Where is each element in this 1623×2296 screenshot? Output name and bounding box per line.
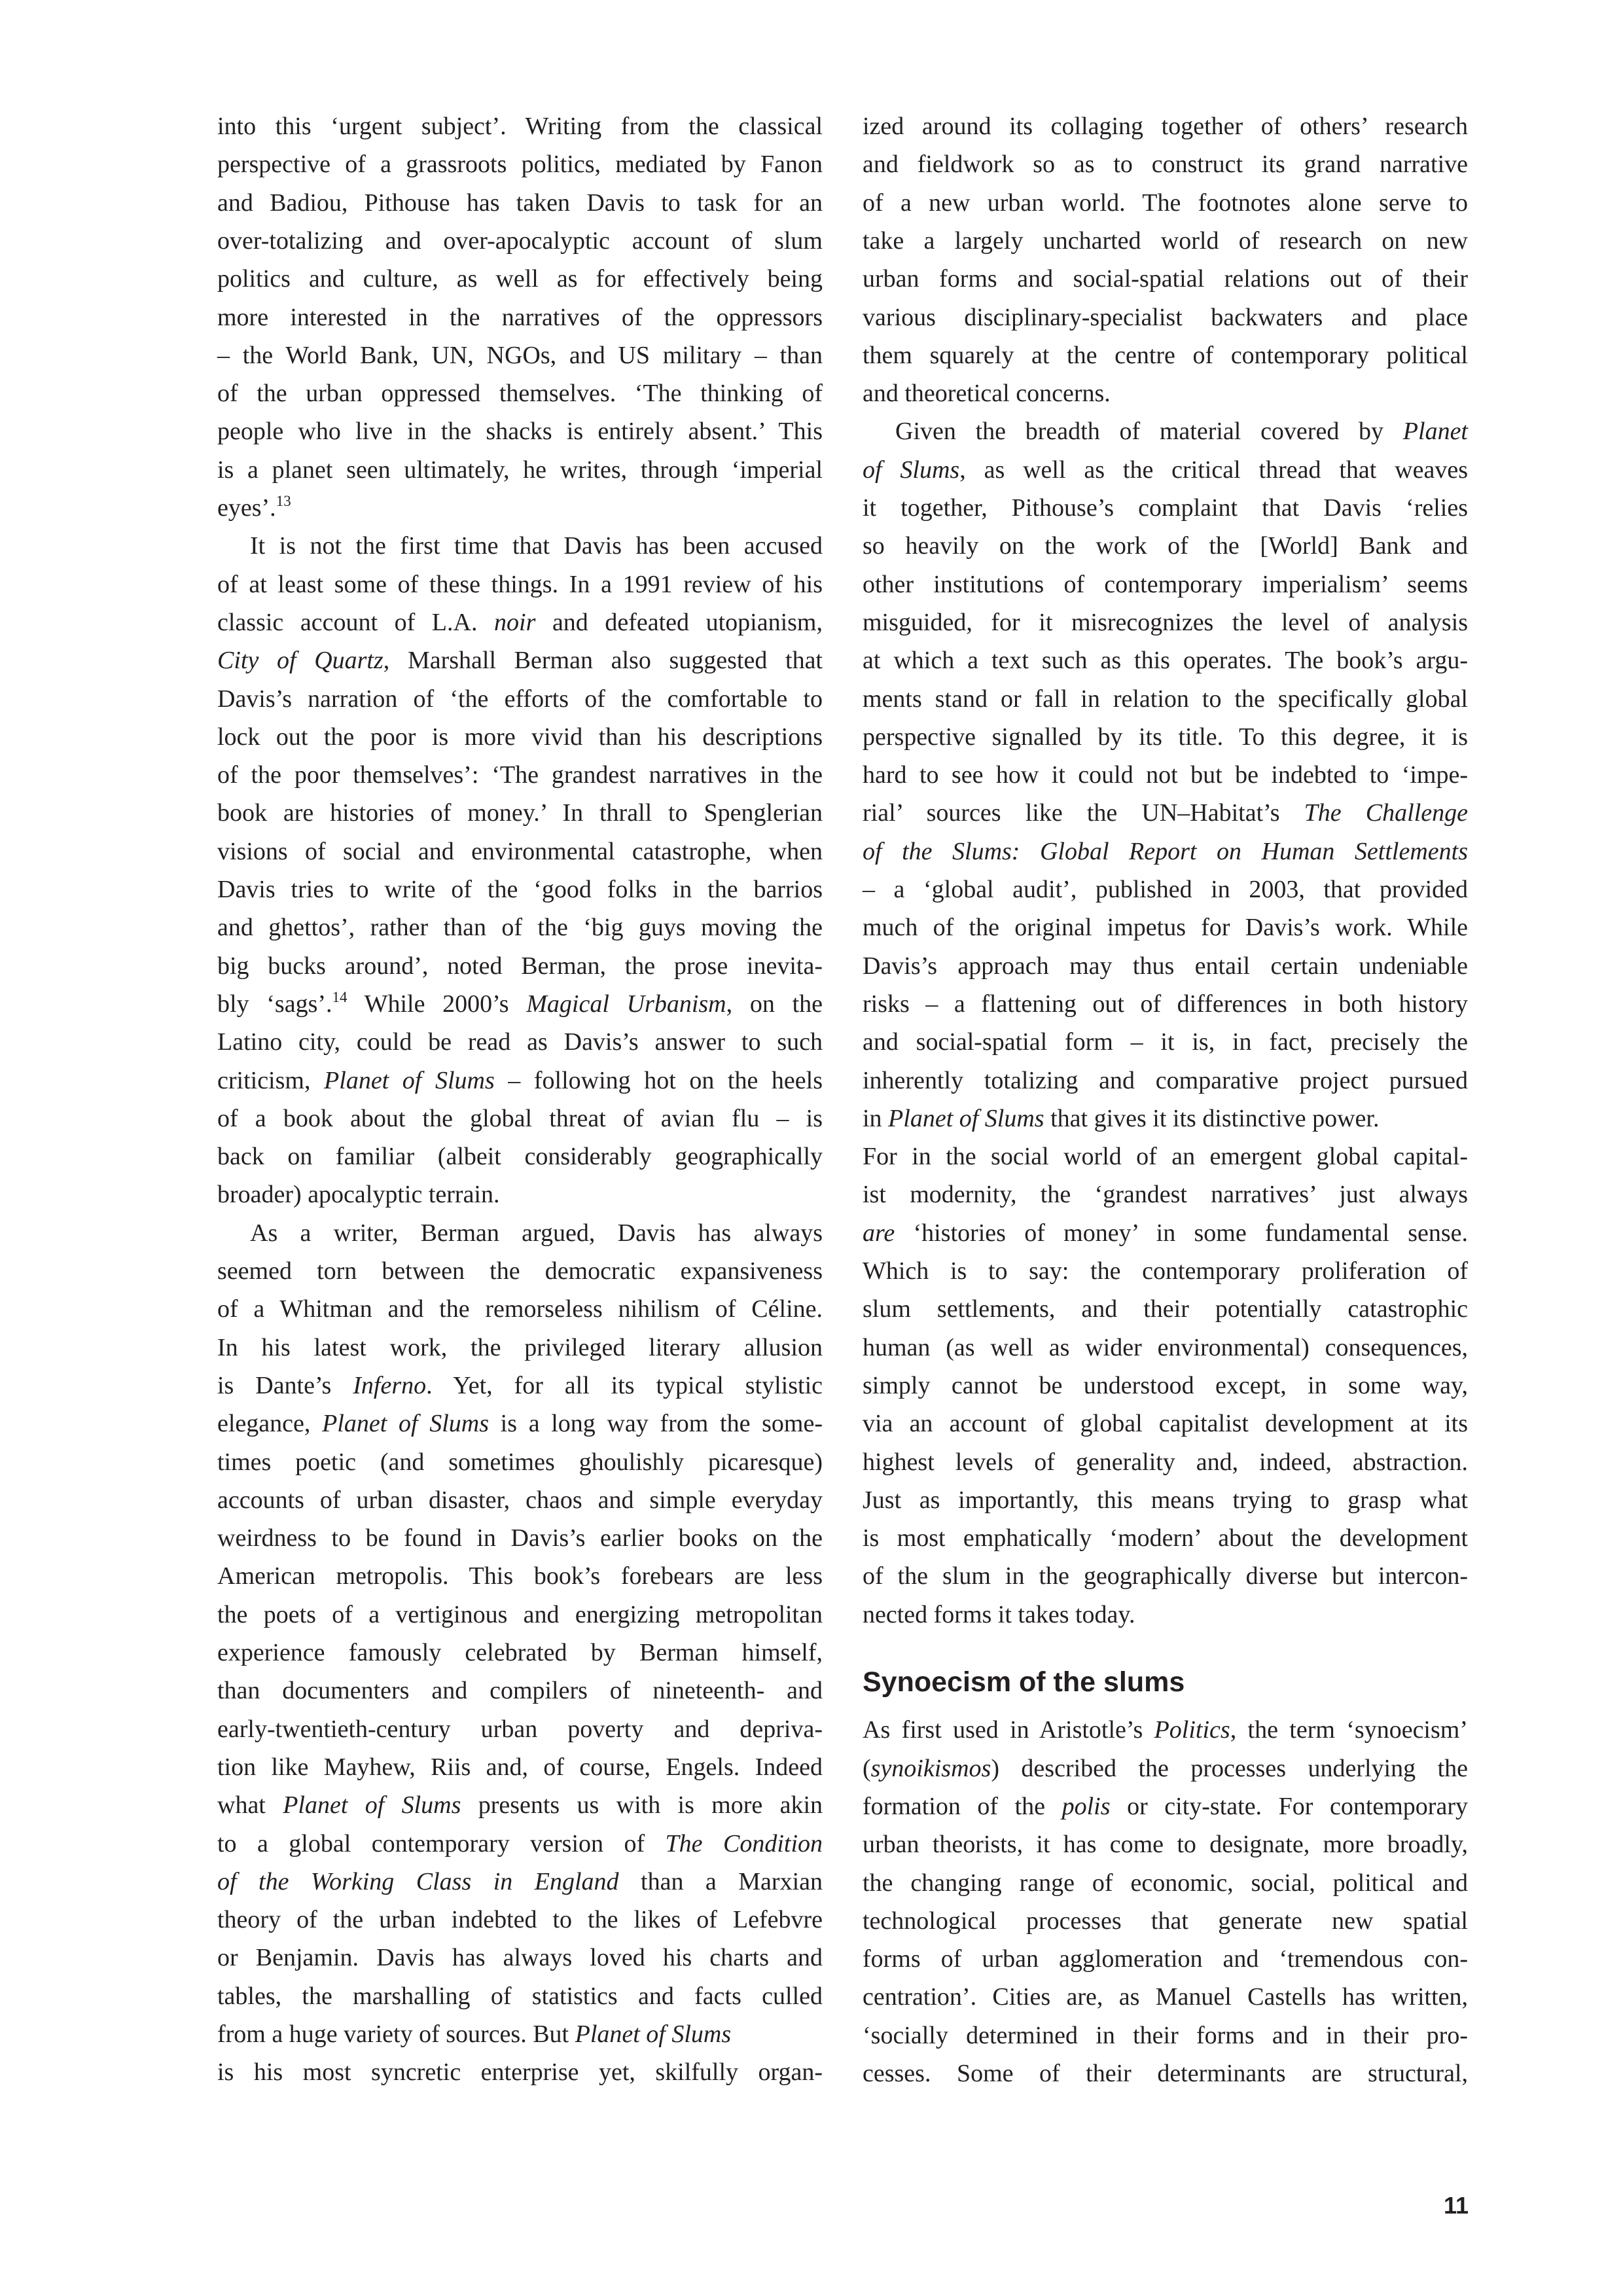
text-line: Davis tries to write of the ‘good folks in the barrios [217, 876, 823, 903]
text-line: centration’. Cities are, as Manuel Castells has written, [863, 1983, 1468, 2011]
text-line: them squarely at the centre of contemporary political [863, 341, 1468, 369]
text-line: Davis’s narration of ‘the efforts of the comfortable to [217, 685, 823, 713]
text-line: urban theorists, it has come to designate, more broadly, [863, 1831, 1468, 1859]
text-line: cesses. Some of their determinants are structural, [863, 2060, 1468, 2087]
text-line: and social-spatial form – it is, in fact, precisely the [863, 1028, 1468, 1056]
text-line: so heavily on the work of the [World] Bank and [863, 532, 1468, 560]
text-line: or Benjamin. Davis has always loved his charts and [217, 1944, 823, 1972]
italic-text: Magical Urbanism [526, 990, 726, 1018]
text-line: classic account of L.A. noir and defeated utopianism, [217, 608, 823, 636]
text-line: criticism, Planet of Slums – following hot on the heels [217, 1066, 823, 1094]
text-line: It is not the first time that Davis has been accused [250, 532, 823, 560]
text-line: ‘socially determined in their forms and in their pro- [863, 2021, 1468, 2049]
italic-text: of Slums [863, 456, 960, 484]
text-line: ized around its collaging together of others’ research [863, 113, 1468, 140]
italic-text: The Condition [665, 1829, 823, 1857]
footnote-ref: 14 [332, 988, 348, 1005]
text-line: highest levels of generality and, indeed, abstraction. [863, 1448, 1468, 1476]
text-line: it together, Pithouse’s complaint that Davis ‘relies [863, 494, 1468, 522]
text-line: via an account of global capitalist development at its [863, 1410, 1468, 1438]
text-line: big bucks around’, noted Berman, the prose inevita- [217, 952, 823, 980]
italic-text: Politics [1154, 1716, 1230, 1744]
page-number: 11 [1443, 2192, 1469, 2219]
italic-text: polis [1061, 1792, 1111, 1820]
italic-text: of the Slums: Global Report on Human Settlements [863, 837, 1468, 865]
text-line: from a huge variety of sources. But Planet of Slums [217, 2020, 732, 2048]
text-line: theory of the urban indebted to the likes of Lefebvre [217, 1906, 823, 1934]
text-line: what Planet of Slums presents us with is more akin [217, 1791, 823, 1820]
text-line: of the urban oppressed themselves. ‘The thinking of [217, 380, 823, 408]
text-line: and theoretical concerns. [863, 380, 1111, 408]
text-line: Latino city, could be read as Davis’s answer to such [217, 1028, 823, 1056]
text-line: into this ‘urgent subject’. Writing from the classical [217, 113, 823, 140]
text-line: elegance, Planet of Slums is a long way from the some- [217, 1410, 823, 1438]
text-line: book are histories of money.’ In thrall to Spenglerian [217, 799, 823, 827]
text-line: experience famously celebrated by Berman himself, [217, 1639, 823, 1666]
text-line: perspective signalled by its title. To this degree, it is [863, 723, 1468, 751]
text-line: risks – a flattening out of differences in both history [863, 990, 1468, 1018]
text-line: people who live in the shacks is entirely absent.’ This [217, 418, 823, 446]
italic-text: are [863, 1219, 895, 1247]
text-line: American metropolis. This book’s forebears are less [217, 1562, 823, 1590]
text-line: Which is to say: the contemporary proliferation of [863, 1257, 1468, 1285]
text-line: politics and culture, as well as for effectively being [217, 265, 823, 293]
italic-text: Planet of Slums [283, 1791, 461, 1820]
italic-text: of the Working Class in England [217, 1867, 619, 1895]
text-line: urban forms and social-spatial relations out of their [863, 265, 1468, 293]
text-line: various disciplinary-specialist backwaters and place [863, 303, 1468, 331]
text-line: is Dante’s Inferno. Yet, for all its typical stylistic [217, 1371, 823, 1399]
text-line: visions of social and environmental catastrophe, when [217, 837, 823, 865]
text-line: nected forms it takes today. [863, 1600, 1135, 1628]
text-line: As a writer, Berman argued, Davis has always [250, 1219, 823, 1247]
text-line: and fieldwork so as to construct its grand narrative [863, 151, 1468, 179]
italic-text: synoikismos [870, 1754, 991, 1782]
text-line: of the Working Class in England than a Marxian [217, 1867, 823, 1895]
text-line: over-totalizing and over-apocalyptic account of slum [217, 226, 823, 255]
text-line: – a ‘global audit’, published in 2003, that provided [863, 876, 1468, 903]
italic-text: Inferno [353, 1371, 427, 1399]
text-line: of the poor themselves’: ‘The grandest narratives in the [217, 761, 823, 789]
italic-text: noir [494, 608, 536, 636]
text-line: at which a text such as this operates. The book’s argu- [863, 647, 1468, 675]
text-line: much of the original impetus for Davis’s work. While [863, 914, 1468, 942]
text-line: slum settlements, and their potentially catastrophic [863, 1295, 1468, 1323]
text-line: ist modernity, the ‘grandest narratives’ just always [863, 1181, 1468, 1209]
italic-text: The Challenge [1304, 799, 1468, 827]
text-line: more interested in the narratives of the oppressors [217, 303, 823, 331]
text-line: simply cannot be understood except, in some way, [863, 1371, 1468, 1399]
text-line: is a planet seen ultimately, he writes, through ‘imperial [217, 456, 823, 484]
text-line: accounts of urban disaster, chaos and simple everyday [217, 1486, 823, 1514]
text-line: eyes’.$^{13}$ [217, 493, 291, 522]
text-line: tables, the marshalling of statistics and facts culled [217, 1982, 823, 2010]
text-line: the poets of a vertiginous and energizing metropolitan [217, 1600, 823, 1628]
text-line: perspective of a grassroots politics, mediated by Fanon [217, 151, 823, 179]
text-line: of a new urban world. The footnotes alone serve to [863, 188, 1468, 217]
text-line: in Planet of Slums that gives it its distinctive power. [863, 1104, 1380, 1132]
text-line: For in the social world of an emergent global capital- [863, 1143, 1468, 1171]
text-line: broader) apocalyptic terrain. [217, 1181, 500, 1209]
text-line: Just as importantly, this means trying to grasp what [863, 1486, 1468, 1514]
text-line: forms of urban agglomeration and ‘tremendous con- [863, 1945, 1468, 1973]
text-line: back on familiar (albeit considerably geographically [217, 1143, 823, 1171]
text-line: of the slum in the geographically diverse but intercon- [863, 1562, 1468, 1590]
text-line: than documenters and compilers of nineteenth- and [217, 1677, 823, 1705]
italic-text: Planet of Slums [888, 1104, 1044, 1132]
text-line: other institutions of contemporary imperialism’ seems [863, 570, 1468, 598]
text-line: In his latest work, the privileged literary allusion [217, 1333, 823, 1361]
italic-text: Planet of Slums [322, 1410, 489, 1438]
text-line: ments stand or fall in relation to the specifically global [863, 685, 1468, 713]
italic-text: Planet of Slums [324, 1066, 495, 1094]
text-line: of a Whitman and the remorseless nihilism of Céline. [217, 1295, 823, 1323]
text-line: and ghettos’, rather than of the ‘big guys moving the [217, 914, 823, 942]
text-line: are ‘histories of money’ in some fundamental sense. [863, 1219, 1468, 1247]
text-line: is his most syncretic enterprise yet, skilfully organ- [217, 2058, 823, 2087]
text-line: Davis’s approach may thus entail certain undeniable [863, 952, 1468, 980]
text-line: to a global contemporary version of The Condition [217, 1829, 823, 1857]
text-line: – the World Bank, UN, NGOs, and US military – than [217, 341, 823, 369]
text-line: City of Quartz, Marshall Berman also suggested that [217, 647, 823, 675]
text-line: of a book about the global threat of avian flu – is [217, 1104, 823, 1132]
text-line: Given the breadth of material covered by Planet [895, 418, 1468, 446]
italic-text: Planet of Slums [575, 2020, 732, 2048]
text-line: inherently totalizing and comparative project pursued [863, 1066, 1468, 1094]
text-line: take a largely uncharted world of research on new [863, 226, 1468, 255]
text-line: As first used in Aristotle’s Politics, the term ‘synoecism’ [863, 1716, 1468, 1744]
text-line: bly ‘sags’.$^{14}$ While 2000’s Magical Urbanism, on the [217, 988, 823, 1018]
text-line: tion like Mayhew, Riis and, of course, Engels. Indeed [217, 1753, 823, 1781]
text-line: hard to see how it could not but be indebted to ‘impe- [863, 761, 1468, 789]
italic-text: City of Quartz [217, 647, 383, 675]
text-line: the changing range of economic, social, political and [863, 1869, 1468, 1897]
text-line: formation of the polis or city-state. For contemporary [863, 1792, 1468, 1820]
text-line: lock out the poor is more vivid than his descriptions [217, 723, 823, 751]
text-line: weirdness to be found in Davis’s earlier books on the [217, 1524, 823, 1552]
text-line: times poetic (and sometimes ghoulishly picaresque) [217, 1448, 823, 1476]
text-line: (synoikismos) described the processes underlying the [863, 1754, 1468, 1782]
section-heading: Synoecism of the slums [863, 1666, 1185, 1698]
text-line: of at least some of these things. In a 1991 review of his [217, 570, 823, 598]
text-line: seemed torn between the democratic expansiveness [217, 1257, 823, 1285]
italic-text: Planet [1402, 418, 1468, 446]
footnote-ref: 13 [276, 493, 291, 509]
text-line: is most emphatically ‘modern’ about the development [863, 1524, 1468, 1552]
text-line: rial’ sources like the UN–Habitat’s The Challenge [863, 799, 1468, 827]
text-line: early-twentieth-century urban poverty and depriva- [217, 1715, 823, 1743]
text-line: misguided, for it misrecognizes the level of analysis [863, 608, 1468, 636]
text-line: human (as well as wider environmental) consequences, [863, 1333, 1468, 1361]
text-line: technological processes that generate new spatial [863, 1907, 1468, 1935]
text-line [863, 833, 1468, 870]
text-line: and Badiou, Pithouse has taken Davis to task for an [217, 188, 823, 217]
text-line: of Slums, as well as the critical thread that weaves [863, 456, 1468, 484]
